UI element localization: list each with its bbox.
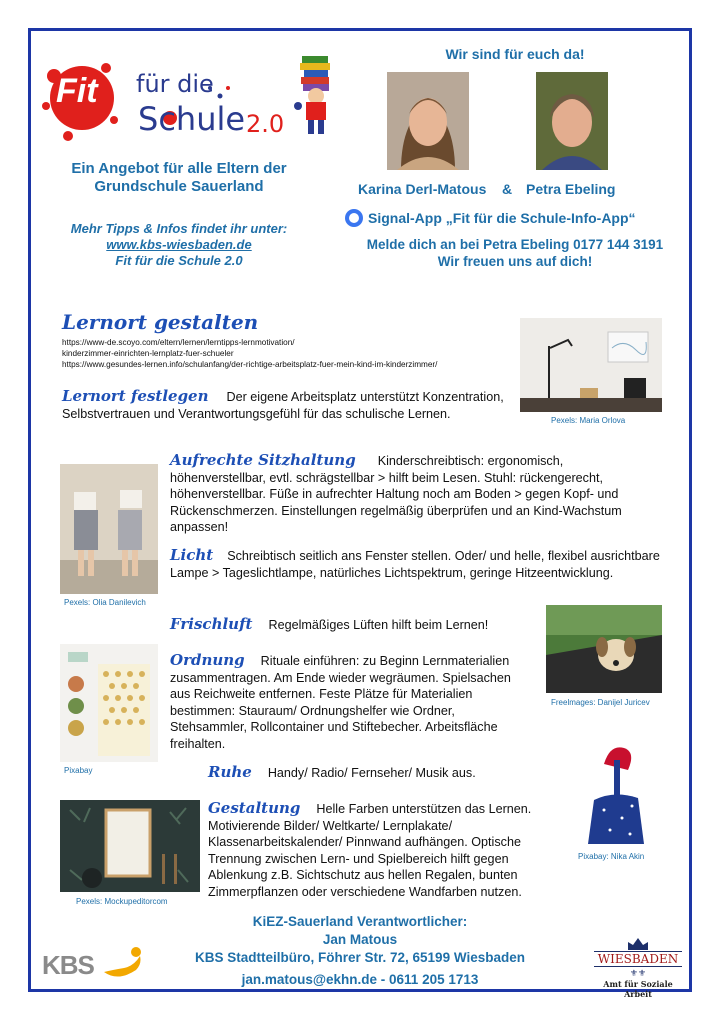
logo-fuer-die: für die xyxy=(136,70,214,98)
section-sitzhaltung xyxy=(170,452,660,536)
person1-name: Karina Derl-Matous xyxy=(358,181,487,197)
website-link[interactable]: www.kbs-wiesbaden.de xyxy=(106,237,252,252)
text-ruhe: Handy/ Radio/ Fernseher/ Musik aus. xyxy=(267,766,476,780)
signup-line: Melde dich an bei Petra Ebeling 0177 144 3191 xyxy=(366,237,664,252)
link-gesundes-lernen[interactable]: https://www.gesundes-lernen.info/schulanfang/der-richtige-arbeitsplatz-fuer-mein-kind-im-kinderzimmer/ xyxy=(62,360,438,369)
portrait-petra xyxy=(536,72,608,170)
wiesbaden-lilies: ⚜⚜ xyxy=(629,968,647,978)
person2-name: Petra Ebeling xyxy=(526,181,616,197)
caption-kids: Pexels: Olia Danilevich xyxy=(64,598,146,607)
text-frischluft: Regelmäßiges Lüften hilft beim Lernen! xyxy=(268,618,489,632)
heading-ruhe: Ruhe xyxy=(208,763,252,781)
wiesbaden-crest-icon xyxy=(626,938,650,950)
heading-ordnung: Ordnung xyxy=(170,651,245,669)
caption-supplies: Pixabay xyxy=(64,766,93,775)
footer-contact[interactable]: jan.matous@ekhn.de - 0611 205 1713 xyxy=(241,972,479,987)
welcome-line: Wir freuen uns auf dich! xyxy=(437,254,593,269)
wiesbaden-wordmark: WIESBADEN xyxy=(594,951,682,967)
lernort-title: Lernort gestalten xyxy=(62,310,259,334)
wiesbaden-logo xyxy=(588,938,688,999)
footer-address: KBS Stadtteilbüro, Föhrer Str. 72, 65199 Wiesbaden xyxy=(195,950,525,965)
caption-desk: Pexels: Maria Orlova xyxy=(551,416,626,425)
kids-reading-photo xyxy=(60,464,158,594)
kbs-hand-icon xyxy=(98,944,146,984)
text-festlegen: Der eigene Arbeitsplatz unterstützt Konzentration, Selbstvertrauen und Verantwortungsgefühl für das schulische Lernen. xyxy=(62,390,504,421)
kbs-logo xyxy=(42,944,152,984)
caption-frame: Pexels: Mockupeditorcom xyxy=(76,897,168,906)
signal-chat-icon xyxy=(344,208,364,228)
wiesbaden-department: Amt für Soziale Arbeit xyxy=(603,979,673,999)
caption-shh: Pixabay: Nika Akin xyxy=(578,852,645,861)
section-ordnung xyxy=(170,652,522,752)
desk-photo xyxy=(520,318,662,412)
name-ampersand: & xyxy=(502,181,513,197)
text-gestaltung: Helle Farben unterstützen das Lernen. Motivierende Bilder/ Weltkarte/ Lernplakate/ Klassenarbeitskalender/ Pinnwand aufhängen. Optische Trennung zwischen Lern- und Spielbereich hilft gegen Ablenkung z.B. Sichtschutz aus hellen Regalen, bunten Zimmerpflanzen oder verschiedene Wandfarben nutzen. xyxy=(208,802,532,899)
heading-frischluft: Frischluft xyxy=(170,615,253,633)
section-ruhe xyxy=(208,764,538,782)
section-gestaltung xyxy=(208,800,558,900)
offer-line2: Grundschule Sauerland xyxy=(94,178,264,195)
heading-gestaltung: Gestaltung xyxy=(208,799,301,817)
caption-dog: Freelmages: Danijel Juricev xyxy=(551,698,650,707)
logo-schule: Schule xyxy=(138,100,246,138)
wall-frame-photo xyxy=(60,800,200,892)
dog-car-photo xyxy=(546,605,662,693)
tips-program: Fit für die Schule 2.0 xyxy=(115,253,243,268)
school-supplies-photo xyxy=(60,644,158,762)
child-with-books-icon xyxy=(292,52,346,138)
heading-sitzhaltung: Aufrechte Sitzhaltung xyxy=(170,451,356,469)
text-ordnung: Rituale einführen: zu Beginn Lernmaterialien zusammentragen. Am Ende wieder wegräumen. Spielsachen aus Reichweite entfernen. Feste Plätze für Materialien bestimmen: Stauraum/ Ordnungshelfer wie Ordner, Stehsammler, Rollcontainer und Stiftebecher. Arbeitsfläche freihalten. xyxy=(170,654,511,751)
section-licht xyxy=(170,547,660,581)
kbs-logo-text: KBS xyxy=(42,950,94,980)
tips-line: Mehr Tipps & Infos findet ihr unter: xyxy=(70,221,288,236)
quiet-gesture-icon xyxy=(574,740,660,848)
link-scoyo-cont[interactable]: kinderzimmer-einrichten-lernplatz-fuer-schueler xyxy=(62,349,234,358)
team-title: Wir sind für euch da! xyxy=(445,46,585,62)
logo-fit: Fit xyxy=(56,72,98,110)
portrait-karina xyxy=(387,72,469,170)
text-licht: Schreibtisch seitlich ans Fenster stellen. Oder/ und helle, flexibel ausrichtbare Lampe > Tageslichtlampe, natürliches Lichtspektrum, geringe Hitzeentwicklung. xyxy=(170,549,660,580)
logo-version: 2.0 xyxy=(246,110,285,138)
link-scoyo[interactable]: https://www-de.scoyo.com/eltern/lernen/lerntipps-lernmotivation/ xyxy=(62,338,295,347)
offer-line1: Ein Angebot für alle Eltern der xyxy=(71,160,287,177)
text-sitzhaltung: Kinderschreibtisch: ergonomisch, höhenverstellbar, evtl. schrägstellbar > hilft beim Lesen. Stuhl: rückengerecht, höhenverstellbar. Füße in aufrechter Haltung noch am Boden > gegen Kopf- und Rückenschmerzen. Einstellungen regelmäßig überprüfen und an Kind-Wachstum anpassen! xyxy=(170,454,622,534)
footer-name: Jan Matous xyxy=(322,932,398,947)
section-festlegen xyxy=(62,388,512,422)
heading-festlegen: Lernort festlegen xyxy=(62,387,209,405)
signal-app-label: Signal-App „Fit für die Schule-Info-App“ xyxy=(368,210,636,226)
section-frischluft xyxy=(170,616,530,634)
footer-responsible: KiEZ-Sauerland Verantwortlicher: xyxy=(252,914,468,929)
heading-licht: Licht xyxy=(170,546,214,564)
